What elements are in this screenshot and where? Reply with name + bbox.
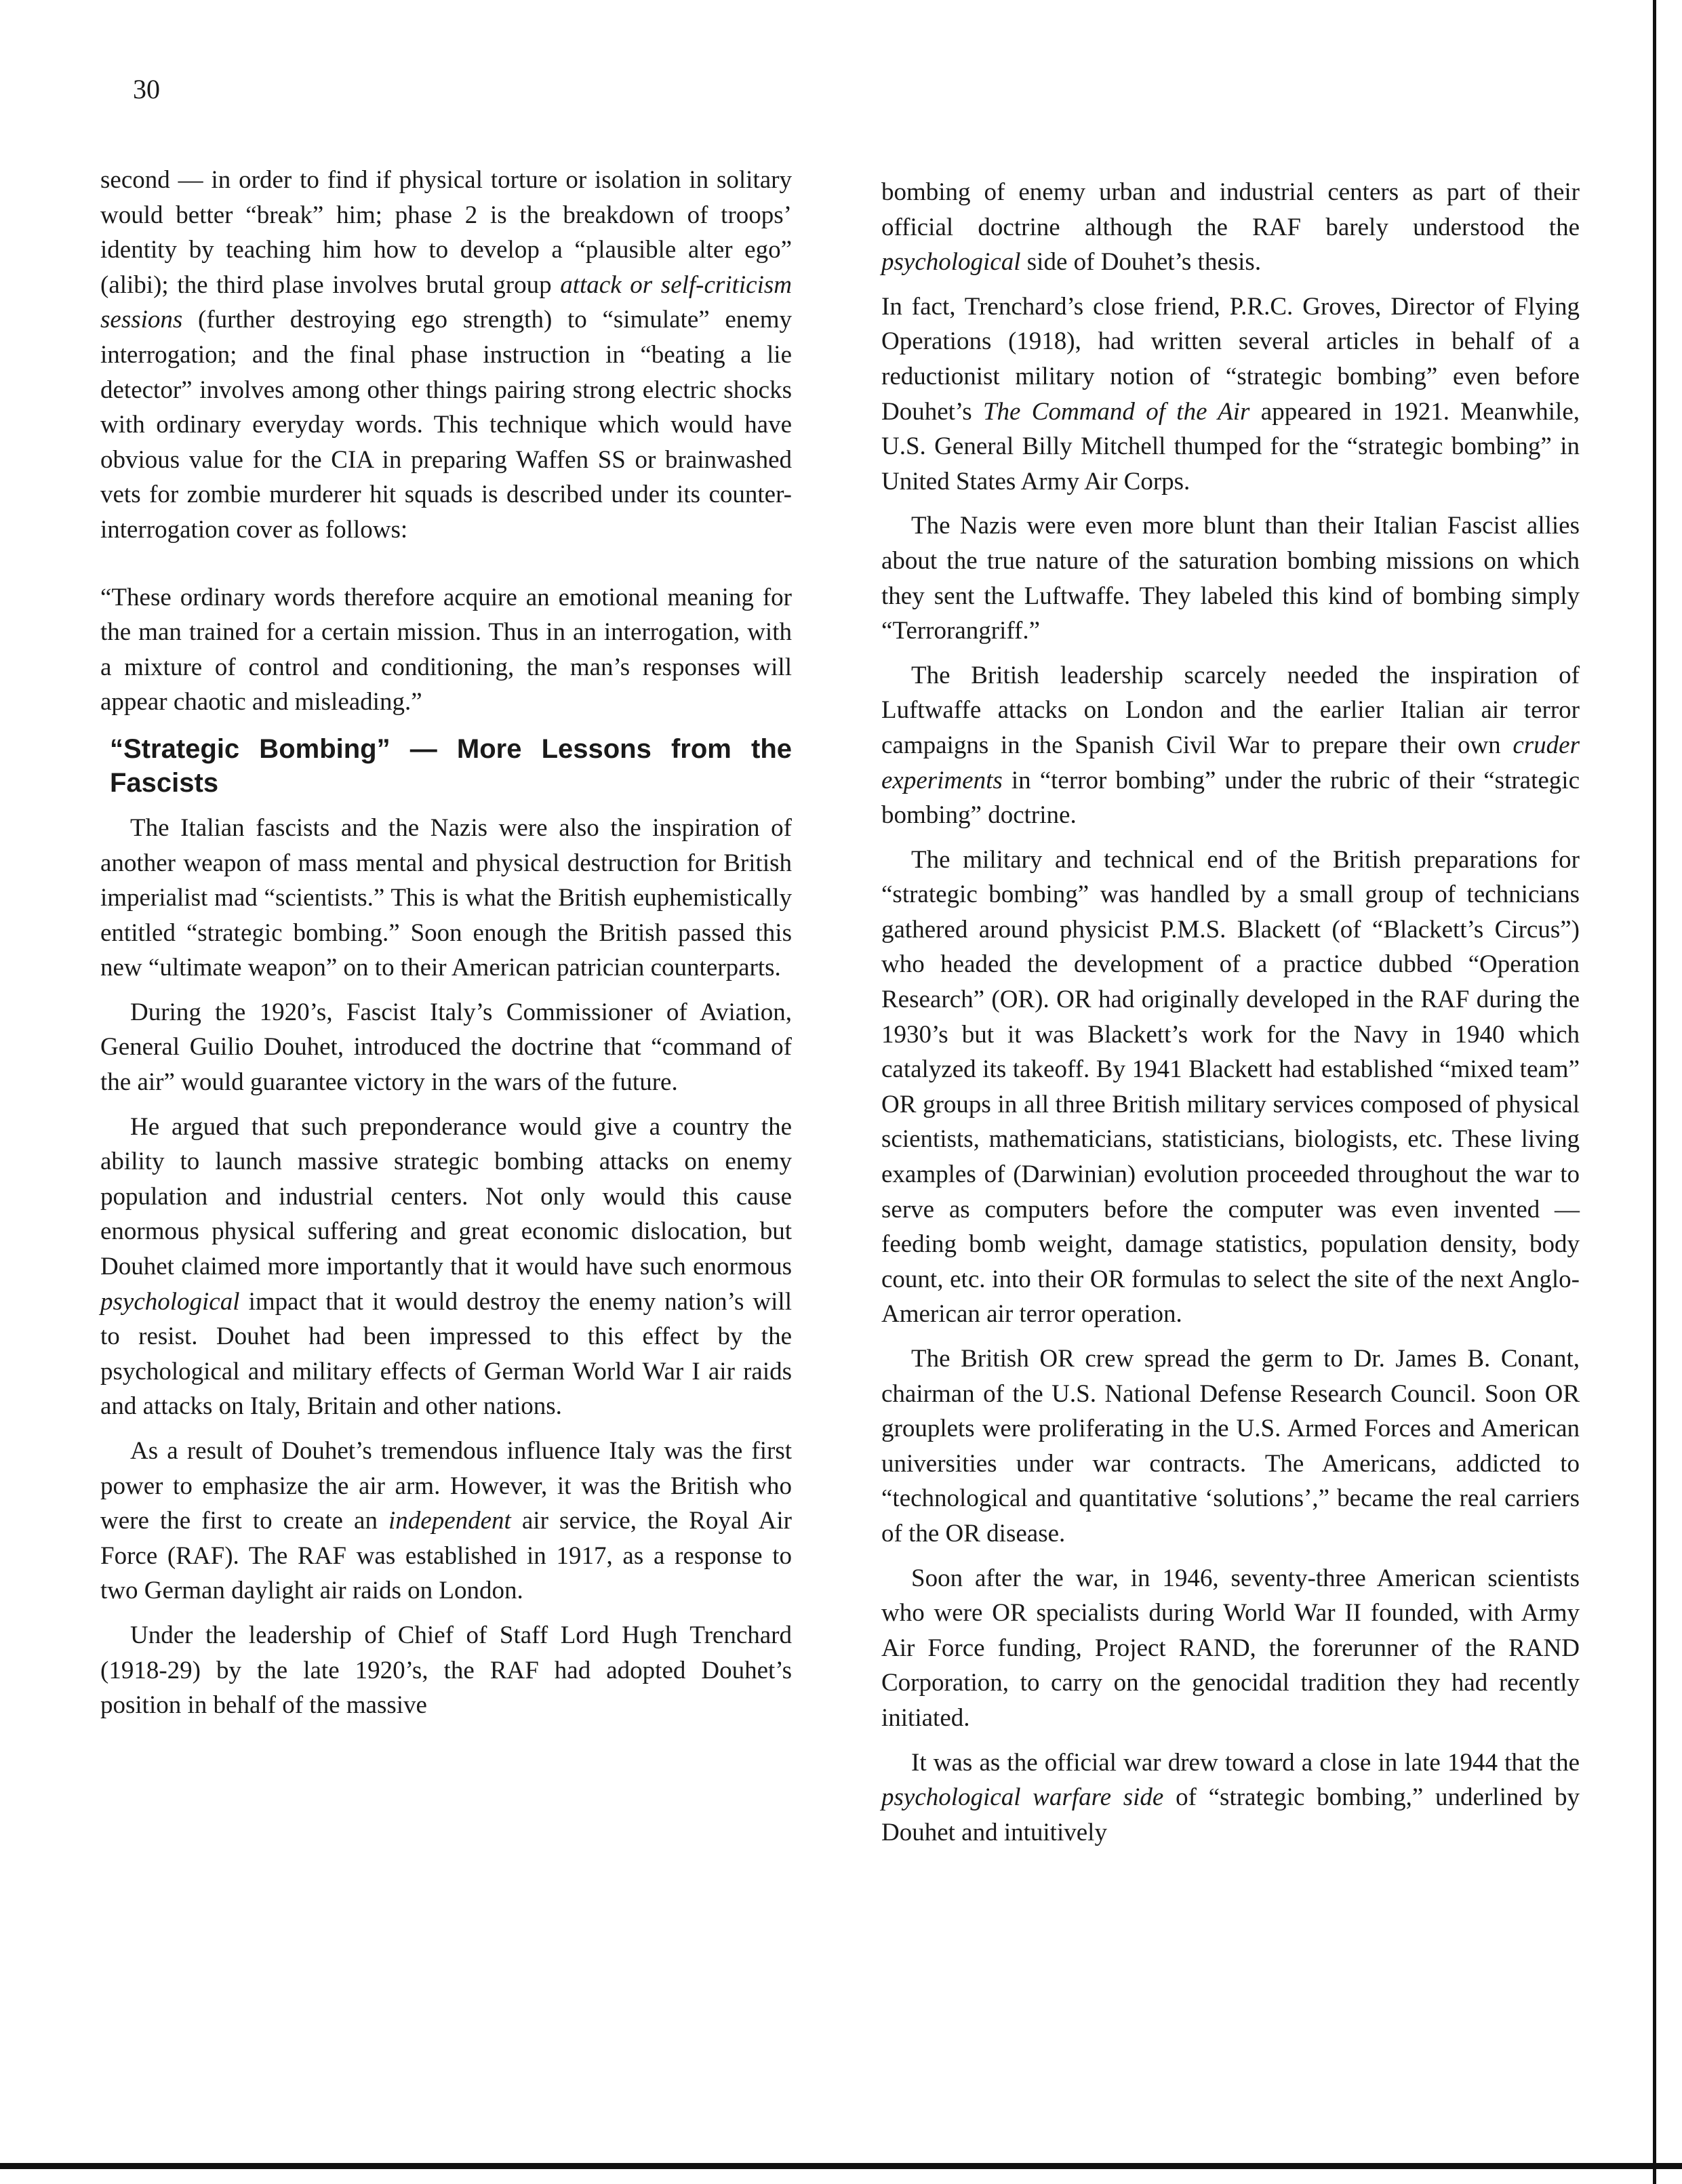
page-number: 30	[133, 74, 160, 104]
page-edge-bottom	[0, 2163, 1682, 2169]
text: It was as the official war drew toward a close in late 1944 that the	[911, 1748, 1580, 1777]
emphasis: The Command of the Air	[982, 397, 1250, 426]
paragraph	[881, 289, 1580, 500]
text: in “terror bombing” under the rubric of their “strategic bombing” doctrine.	[881, 766, 1580, 830]
paragraph	[100, 1110, 792, 1424]
emphasis: attack or self-criticism sessions	[100, 270, 792, 334]
emphasis: psychological	[881, 248, 1021, 277]
text: bombing of enemy urban and industrial centers as part of their official doctrine although the RAF barely understood the	[881, 178, 1580, 241]
emphasis: cruder experiments	[881, 731, 1580, 794]
emphasis: psychological warfare side	[881, 1783, 1164, 1812]
paragraph: The Nazis were even more blunt than their Italian Fascist allies about the true nature of the saturation bombing missions on which they sent the Luftwaffe. They labeled this kind of bombing simply “Terrorangriff.”	[881, 512, 1580, 645]
text: (further destroying ego strength) to “simulate” enemy interrogation; and the final phase instruction in “beating a lie detector” involves among other things pairing strong electric shocks with ordinary everyday words. This technique which would have obvious value for the CIA in preparing Waffen SS or brainwashed vets for zombie murderer hit squads is described under its counter-interrogation cover as follows:	[100, 306, 792, 544]
text: In fact, Trenchard’s close friend, P.R.C. Groves, Director of Flying Operations (1918), had written several articles in behalf of a reductionist military notion of “strategic bombing” even before Douhet’s	[881, 292, 1580, 426]
text: appeared in 1921. Meanwhile, U.S. General Billy Mitchell thumped for the “strategic bombing” in United States Army Air Corps.	[881, 397, 1580, 496]
emphasis: independent	[388, 1507, 511, 1535]
paragraph: During the 1920’s, Fascist Italy’s Commissioner of Aviation, General Guilio Douhet, introduced the doctrine that “command of the air” would guarantee victory in the wars of the future.	[100, 998, 792, 1097]
paragraph: Under the leadership of Chief of Staff Lord Hugh Trenchard (1918-29) by the late 1920’s, the RAF had adopted Douhet’s position in behalf of the massive	[100, 1621, 792, 1720]
paragraph: The military and technical end of the British preparations for “strategic bombing” was handled by a small group of technicians gathered around physicist P.M.S. Blackett (of “Blackett’s Circus”) who headed the development of a practice dubbed “Operation Research” (OR). OR had originally developed in the RAF during the 1930’s but it was Blackett’s work for the Navy in 1940 which catalyzed its takeoff. By 1941 Blackett had established “mixed team” OR groups in all three British military services composed of physical scientists, mathematicians, statisticians, biologists, etc. These living examples of (Darwinian) evolution proceeded throughout the war to serve as computers before the computer was even invented — feeding bomb weight, damage statistics, population density, body count, etc. into their OR formulas to select the site of the next Anglo-American air terror operation.	[881, 845, 1580, 1329]
text: second — in order to find if physical torture or isolation in solitary would better “break” him; phase 2 is the breakdown of troops’ identity by teaching him how to develop a “plausible alter ego” (alibi); the third plase involves brutal group	[100, 166, 792, 299]
paragraph	[881, 175, 1580, 280]
text: As a result of Douhet’s tremendous influence Italy was the first power to emphasize the air arm. However, it was the British who were the first to create an	[100, 1437, 792, 1535]
emphasis: psychological	[100, 1287, 240, 1316]
text: impact that it would destroy the enemy nation’s will to resist. Douhet had been impressed to this effect by the psychological and military effects of German World War I air raids and attacks on Italy, Britain and other nations.	[100, 1287, 792, 1421]
block-quote: “These ordinary words therefore acquire an emotional meaning for the man trained for a certain mission. Thus in an interrogation, with a mixture of control and conditioning, the man’s responses will appear chaotic and misleading.”	[100, 583, 792, 716]
paragraph: Soon after the war, in 1946, seventy-three American scientists who were OR specialists during World War II founded, with Army Air Force funding, Project RAND, the forerunner of the RAND Corporation, to carry on the genocidal tradition they had recently initiated.	[881, 1564, 1580, 1732]
right-column	[881, 175, 1580, 1859]
section-heading: “Strategic Bombing” — More Lessons from the Fascists	[110, 733, 792, 798]
paragraph: The British OR crew spread the germ to Dr. James B. Conant, chairman of the U.S. National Defense Research Council. Soon OR grouplets were proliferating in the U.S. Armed Forces and American universities under war contracts. The Americans, addicted to “technological and quantitative ‘solutions’,” became the real carriers of the OR disease.	[881, 1345, 1580, 1548]
paragraph	[100, 163, 792, 548]
paragraph	[881, 1745, 1580, 1851]
text: of “strategic bombing,” underlined by Douhet and intuitively	[881, 1783, 1580, 1846]
text: air service, the Royal Air Force (RAF). The RAF was established in 1917, as a response to two German daylight air raids on London.	[100, 1507, 792, 1605]
paragraph: The Italian fascists and the Nazis were also the inspiration of another weapon of mass mental and physical destruction for British imperialist mad “scientists.” This is what the British euphemistically entitled “strategic bombing.” Soon enough the British passed this new “ultimate weapon” on to their American patrician counterparts.	[100, 813, 792, 982]
left-column	[100, 163, 792, 1733]
text: He argued that such preponderance would give a country the ability to launch massive strategic bombing attacks on enemy population and industrial centers. Not only would this cause enormous physical suffering and great economic dislocation, but Douhet claimed more importantly that it would have such enormous	[100, 1112, 792, 1281]
text: side of Douhet’s thesis.	[1020, 248, 1262, 277]
page-edge-right	[1653, 0, 1656, 2184]
paragraph	[881, 658, 1580, 833]
text: The British leadership scarcely needed the inspiration of Luftwaffe attacks on London and the earlier Italian air terror campaigns in the Spanish Civil War to prepare their own	[881, 661, 1580, 759]
paragraph	[100, 1434, 792, 1609]
